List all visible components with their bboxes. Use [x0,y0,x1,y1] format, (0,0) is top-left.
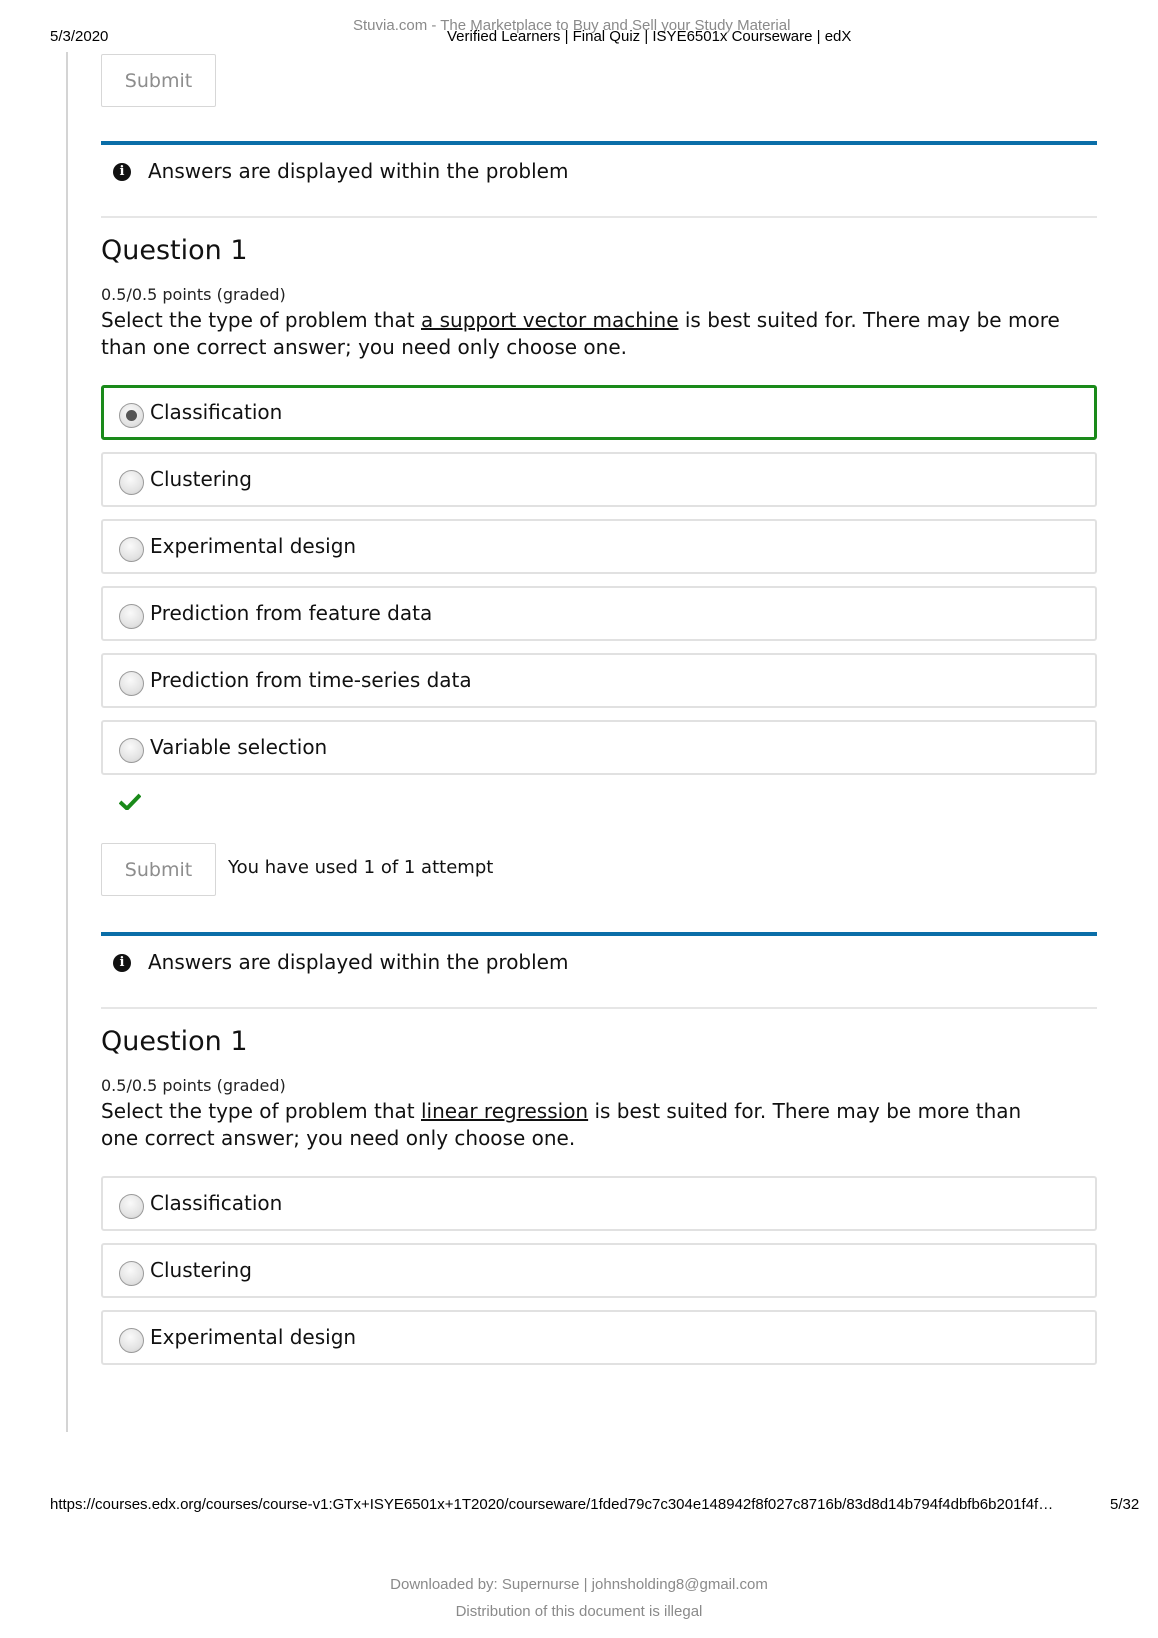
print-date: 5/3/2020 [50,28,109,45]
answers-notice [101,932,1097,1009]
choice-classification[interactable] [101,385,1097,440]
page-url: https://courses.edx.org/courses/course-v1:GTx+ISYE6501x+1T2020/courseware/1fded79c7c304e148942f8f027c8716b/83d8d14b794f4dbfb6b201f4f… [50,1496,1054,1513]
info-circle-icon: i [113,163,131,181]
choice-label: Prediction from feature data [150,601,433,625]
question-prompt [101,1098,1061,1152]
page-title: Verified Learners | Final Quiz | ISYE6501x Courseware | edX [447,28,852,45]
choice-label: Classification [150,1191,283,1215]
choice-label: Experimental design [150,1325,357,1349]
radio-button[interactable] [119,738,144,763]
answers-notice [101,141,1097,218]
choice-clustering[interactable] [101,452,1097,507]
radio-selected-dot [126,410,137,421]
radio-button[interactable] [119,604,144,629]
prompt-term-link[interactable]: a support vector machine [421,308,679,332]
radio-button[interactable] [119,403,144,428]
choice-variable-selection[interactable] [101,720,1097,775]
attempts-text: You have used 1 of 1 attempt [228,857,494,878]
radio-button[interactable] [119,1261,144,1286]
distribution-notice: Distribution of this document is illegal [455,1603,703,1620]
downloaded-by-notice: Downloaded by: Supernurse | johnsholding8@gmail.com [390,1576,768,1593]
prompt-text-after: is best suited for. There may be more than one correct answer; you need only choose one. [101,308,1060,359]
question-title: Question 1 [101,235,248,266]
choice-prediction-time-series-data[interactable] [101,653,1097,708]
notice-text: Answers are displayed within the problem [148,950,569,974]
submit-button[interactable]: Submit [101,843,216,896]
choice-label: Clustering [150,467,252,491]
content-left-rule [66,52,68,1432]
checkmark-icon [119,793,141,810]
page-number: 5/32 [1110,1496,1140,1513]
prompt-text-before: Select the type of problem that [101,1099,421,1123]
choice-clustering[interactable] [101,1243,1097,1298]
notice-text: Answers are displayed within the problem [148,159,569,183]
info-circle-icon: i [113,954,131,972]
prompt-term-link[interactable]: linear regression [421,1099,589,1123]
choice-label: Classification [150,400,283,424]
stuvia-watermark: Stuvia.com - The Marketplace to Buy and Sell your Study Material [353,17,791,34]
question-points: 0.5/0.5 points (graded) [101,1076,286,1095]
prompt-text-after: is best suited for. There may be more than one correct answer; you need only choose one. [101,1099,1022,1150]
choice-prediction-feature-data[interactable] [101,586,1097,641]
submit-button-previous[interactable]: Submit [101,54,216,107]
choice-experimental-design[interactable] [101,1310,1097,1365]
choice-classification[interactable] [101,1176,1097,1231]
choice-label: Prediction from time-series data [150,668,472,692]
choice-label: Variable selection [150,735,328,759]
radio-button[interactable] [119,470,144,495]
question-title: Question 1 [101,1026,248,1057]
radio-button[interactable] [119,1194,144,1219]
question-prompt [101,307,1061,361]
choice-label: Experimental design [150,534,357,558]
prompt-text-before: Select the type of problem that [101,308,421,332]
radio-button[interactable] [119,1328,144,1353]
choice-experimental-design[interactable] [101,519,1097,574]
question-points: 0.5/0.5 points (graded) [101,285,286,304]
choice-label: Clustering [150,1258,252,1282]
radio-button[interactable] [119,537,144,562]
radio-button[interactable] [119,671,144,696]
